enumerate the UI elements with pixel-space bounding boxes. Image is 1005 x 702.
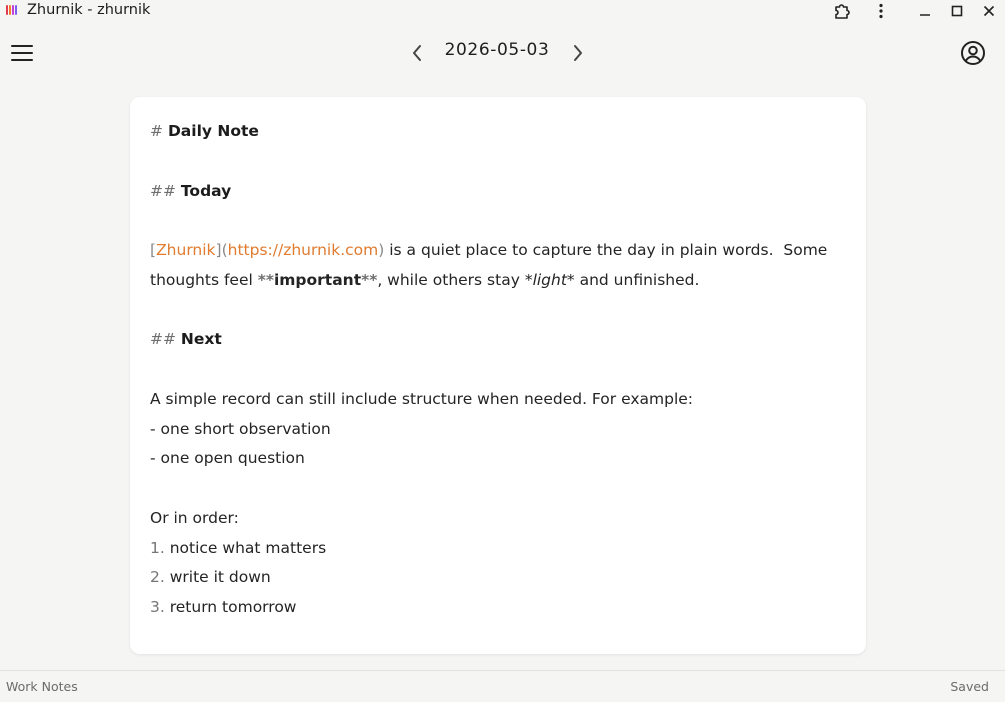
link-url[interactable]: https://zhurnik.com xyxy=(227,241,379,259)
paragraph-line: Or in order: xyxy=(150,509,239,527)
paragraph-text: is a quiet place to capture the day in plain words. Some xyxy=(384,241,828,259)
app-logo-icon xyxy=(6,5,19,15)
paragraph-text: thoughts feel xyxy=(150,271,258,289)
heading-2-next xyxy=(150,329,222,349)
list-text: return tomorrow xyxy=(164,598,297,616)
heading-marker: ## xyxy=(150,330,176,348)
maximize-icon[interactable] xyxy=(945,0,969,22)
minimize-icon[interactable] xyxy=(913,0,937,22)
ordered-list-item xyxy=(150,538,326,558)
chevron-left-icon[interactable] xyxy=(405,41,429,65)
heading-text: Next xyxy=(180,330,222,348)
italic-text: *light* xyxy=(524,271,575,289)
current-date[interactable]: 2026-05-03 xyxy=(444,40,550,60)
paragraph-text: and unfinished. xyxy=(574,271,700,289)
link-text[interactable]: Zhurnik xyxy=(156,241,216,259)
bold-text: important xyxy=(273,271,362,289)
chevron-right-icon[interactable] xyxy=(566,41,590,65)
link-bracket: ) xyxy=(378,241,385,259)
heading-text: Daily Note xyxy=(167,122,259,140)
list-item: - one open question xyxy=(150,449,305,467)
paragraph-text: , while others stay xyxy=(377,271,525,289)
status-bar xyxy=(0,670,1005,702)
heading-2-today xyxy=(150,181,231,201)
heading-marker: # xyxy=(150,122,163,140)
close-icon[interactable] xyxy=(977,0,1001,22)
save-status: Saved xyxy=(950,679,989,694)
list-item: - one short observation xyxy=(150,420,331,438)
list-number: 1. xyxy=(150,539,165,557)
paragraph-line xyxy=(150,240,827,260)
vertical-dots-icon[interactable] xyxy=(869,0,893,22)
bold-marker: ** xyxy=(257,271,274,289)
notebook-name[interactable]: Work Notes xyxy=(6,679,78,694)
heading-1 xyxy=(150,121,259,141)
user-circle-icon[interactable] xyxy=(959,39,987,67)
paragraph-line xyxy=(150,270,699,290)
link-bracket: ]( xyxy=(215,241,228,259)
hamburger-menu-icon[interactable] xyxy=(10,41,34,65)
link-bracket: [ xyxy=(150,241,157,259)
list-text: write it down xyxy=(164,568,271,586)
heading-marker: ## xyxy=(150,182,176,200)
puzzle-icon[interactable] xyxy=(830,0,854,22)
ordered-list-item xyxy=(150,597,296,617)
list-number: 2. xyxy=(150,568,165,586)
title-bar xyxy=(0,0,1005,22)
list-text: notice what matters xyxy=(164,539,327,557)
paragraph-line: A simple record can still include structure when needed. For example: xyxy=(150,390,694,408)
ordered-list-item xyxy=(150,567,271,587)
bold-marker: ** xyxy=(361,271,378,289)
window-title: Zhurnik - zhurnik xyxy=(27,2,151,18)
heading-text: Today xyxy=(180,182,232,200)
list-number: 3. xyxy=(150,598,165,616)
note-editor[interactable] xyxy=(130,97,866,654)
